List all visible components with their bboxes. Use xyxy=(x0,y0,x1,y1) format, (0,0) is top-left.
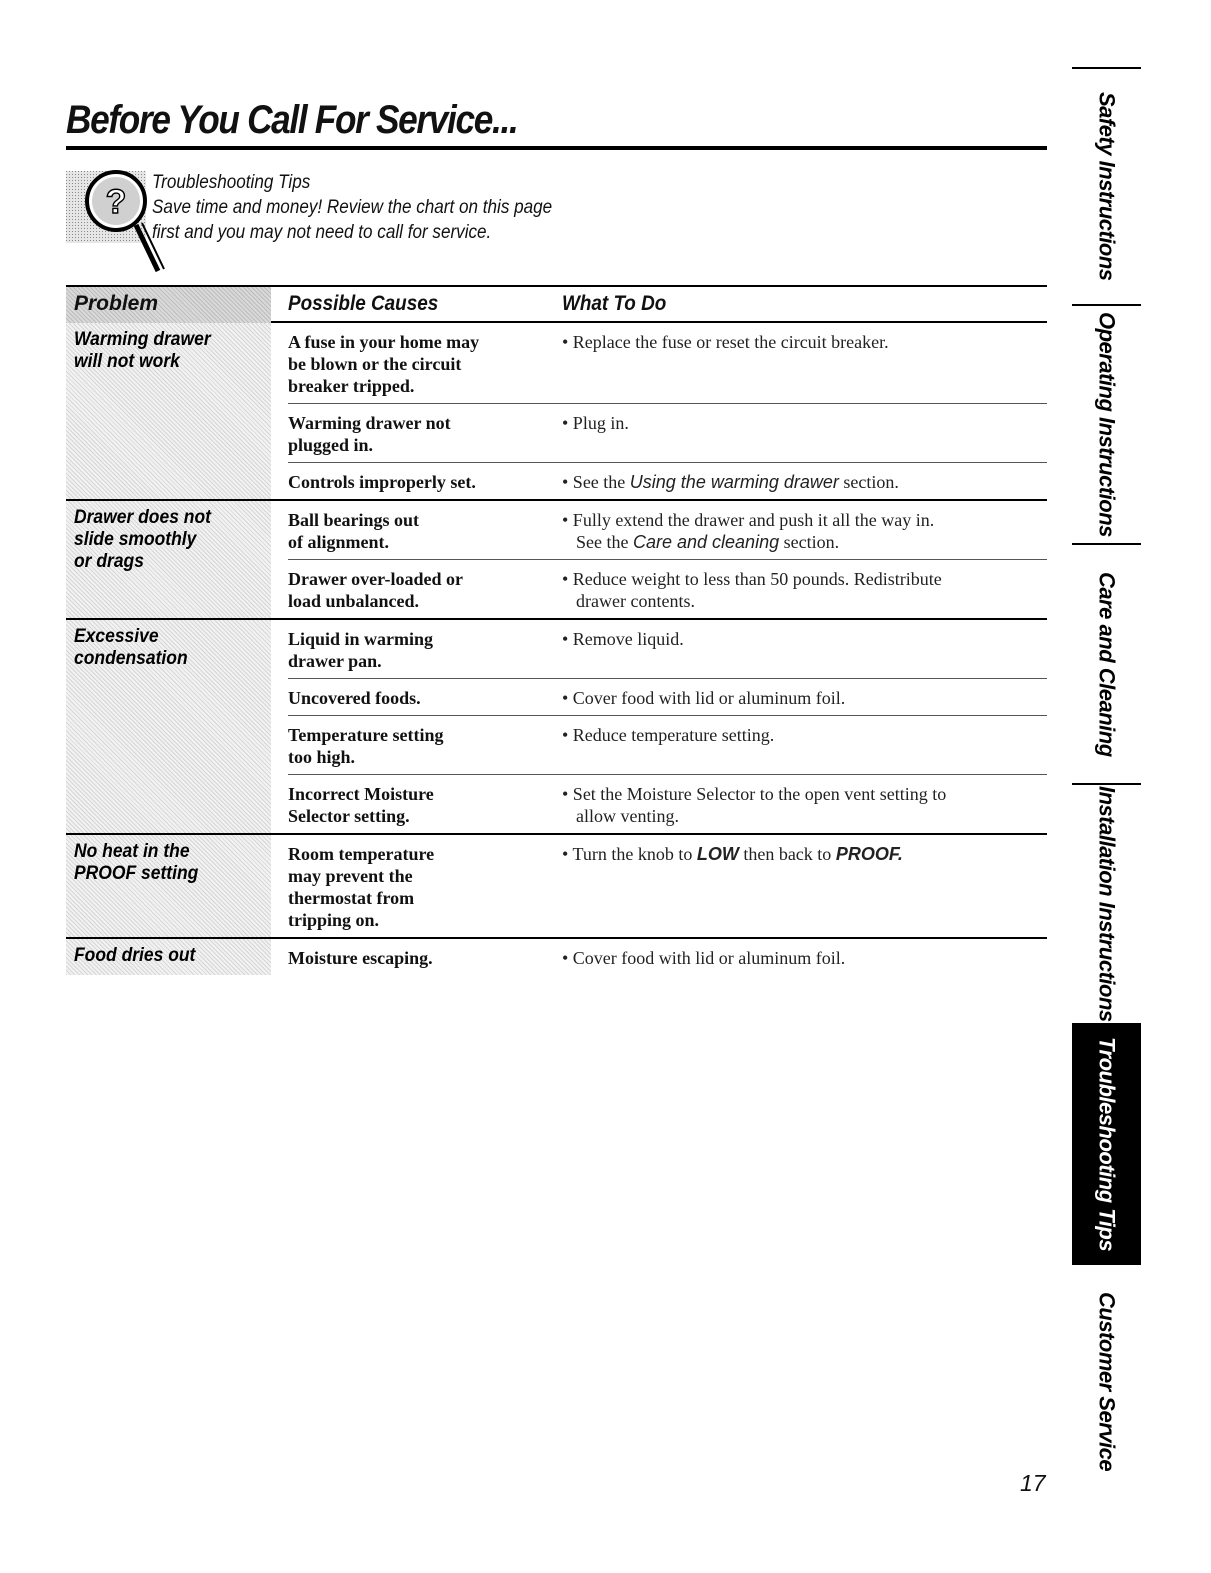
problem-label xyxy=(74,945,195,967)
table-row xyxy=(288,323,1047,403)
todo-text: drawer contents. xyxy=(576,591,695,611)
tab-operating-instructions[interactable] xyxy=(1072,304,1141,543)
problem-group xyxy=(66,939,1047,975)
todo-text: • Reduce temperature setting. xyxy=(562,725,775,745)
cause-text: load unbalanced. xyxy=(288,591,420,611)
table-row xyxy=(288,774,1047,833)
problem-group xyxy=(66,620,1047,835)
possible-cause xyxy=(288,509,562,553)
table-row xyxy=(288,462,1047,499)
problem-text: Drawer does not xyxy=(74,507,211,528)
tab-label: Care and Cleaning xyxy=(1094,571,1120,757)
troubleshooting-table xyxy=(66,285,1047,975)
cause-text: too high. xyxy=(288,747,356,767)
problem-group xyxy=(66,323,1047,501)
tab-label: Troubleshooting Tips xyxy=(1094,1036,1120,1252)
problem-label xyxy=(74,507,211,573)
header-possible-causes: Possible Causes xyxy=(288,292,439,315)
todo-text: • Remove liquid. xyxy=(562,629,684,649)
problem-cell xyxy=(66,835,271,937)
what-to-do xyxy=(562,687,1047,709)
tab-care-and-cleaning[interactable] xyxy=(1072,543,1141,783)
tab-label: Operating Instructions xyxy=(1094,312,1120,537)
todo-text: • Plug in. xyxy=(562,413,629,433)
problem-label xyxy=(74,841,198,885)
problem-cell xyxy=(66,501,271,618)
todo-text: See the Care and cleaning section. xyxy=(576,532,840,552)
header-problem: Problem xyxy=(66,287,271,323)
cause-text: Incorrect Moisture xyxy=(288,784,434,804)
possible-cause xyxy=(288,471,562,493)
todo-text: • Set the Moisture Selector to the open vent setting to xyxy=(562,784,947,804)
tab-label: Safety Instructions xyxy=(1094,92,1120,281)
table-row xyxy=(288,620,1047,678)
cause-text: thermostat from xyxy=(288,888,415,908)
possible-cause xyxy=(288,568,562,612)
cause-text: Moisture escaping. xyxy=(288,948,433,968)
possible-cause xyxy=(288,783,562,827)
what-to-do xyxy=(562,628,1047,672)
troubleshooting-tips xyxy=(152,170,552,245)
todo-text: • Cover food with lid or aluminum foil. xyxy=(562,688,846,708)
problem-text: condensation xyxy=(74,648,188,669)
cause-text: Uncovered foods. xyxy=(288,688,421,708)
what-to-do xyxy=(562,509,1047,553)
table-row xyxy=(288,403,1047,462)
cause-text: tripping on. xyxy=(288,910,380,930)
tab-installation-instructions[interactable] xyxy=(1072,783,1141,1023)
setting-low: LOW xyxy=(696,844,739,864)
possible-cause xyxy=(288,947,562,969)
problem-text: slide smoothly xyxy=(74,529,197,550)
problem-text: Food dries out xyxy=(74,945,196,966)
table-row xyxy=(288,559,1047,618)
cause-text: A fuse in your home may xyxy=(288,332,480,352)
problem-cell xyxy=(66,620,271,833)
possible-cause xyxy=(288,628,562,672)
cause-text: Ball bearings out xyxy=(288,510,420,530)
possible-cause xyxy=(288,331,562,397)
table-row xyxy=(288,939,1047,975)
cause-text: Selector setting. xyxy=(288,806,410,826)
todo-text: • Cover food with lid or aluminum foil. xyxy=(562,948,846,968)
what-to-do xyxy=(562,471,1047,493)
cause-text: Liquid in warming xyxy=(288,629,434,649)
page-title: Before You Call For Service... xyxy=(66,98,518,142)
cause-text: breaker tripped. xyxy=(288,376,415,396)
possible-cause xyxy=(288,412,562,456)
table-row xyxy=(288,715,1047,774)
problem-text: or drags xyxy=(74,551,144,572)
tab-customer-service[interactable] xyxy=(1072,1263,1141,1499)
tips-heading: Troubleshooting Tips xyxy=(152,172,311,193)
what-to-do xyxy=(562,568,1047,612)
setting-proof: PROOF. xyxy=(835,844,903,864)
todo-text: • Reduce weight to less than 50 pounds. Redistribute xyxy=(562,569,942,589)
cause-text: may prevent the xyxy=(288,866,413,886)
todo-text: • Fully extend the drawer and push it all the way in. xyxy=(562,510,935,530)
cause-text: be blown or the circuit xyxy=(288,354,462,374)
section-reference: Care and cleaning xyxy=(632,532,780,552)
problem-group xyxy=(66,501,1047,620)
problem-cell xyxy=(66,939,271,975)
table-row xyxy=(288,678,1047,715)
problem-group xyxy=(66,835,1047,939)
possible-cause xyxy=(288,843,562,931)
cause-text: Room temperature xyxy=(288,844,435,864)
tips-line: Save time and money! Review the chart on this page xyxy=(152,197,553,218)
possible-cause xyxy=(288,687,562,709)
problem-text: PROOF setting xyxy=(74,863,199,884)
todo-text: • See the Using the warming drawer section. xyxy=(562,472,899,492)
what-to-do xyxy=(562,947,1047,969)
svg-text:?: ? xyxy=(105,183,127,221)
what-to-do xyxy=(562,331,1047,397)
todo-text: • Replace the fuse or reset the circuit breaker. xyxy=(562,332,889,352)
problem-text: Excessive xyxy=(74,626,159,647)
cause-text: Temperature setting xyxy=(288,725,444,745)
cause-text: of alignment. xyxy=(288,532,389,552)
possible-cause xyxy=(288,724,562,768)
what-to-do xyxy=(562,783,1047,827)
table-header xyxy=(66,285,1047,323)
problem-label xyxy=(74,626,188,670)
table-row xyxy=(288,835,1047,937)
page-number: 17 xyxy=(1020,1470,1046,1496)
title-rule xyxy=(66,146,1047,150)
header-what-to-do: What To Do xyxy=(562,292,667,315)
tab-troubleshooting-tips[interactable] xyxy=(1072,1023,1141,1263)
problem-cell xyxy=(66,323,271,499)
what-to-do xyxy=(562,843,1047,931)
tab-label: Installation Instructions xyxy=(1094,786,1120,1022)
table-row xyxy=(288,501,1047,559)
cause-text: drawer pan. xyxy=(288,651,382,671)
cause-text: Warming drawer not xyxy=(288,413,451,433)
cause-text: Drawer over-loaded or xyxy=(288,569,463,589)
section-reference: Using the warming drawer xyxy=(629,472,839,492)
todo-text: allow venting. xyxy=(576,806,679,826)
problem-label xyxy=(74,329,211,373)
tab-safety-instructions[interactable] xyxy=(1072,69,1141,304)
what-to-do xyxy=(562,412,1047,456)
todo-text: • Turn the knob to LOW then back to PROOF. xyxy=(562,844,903,864)
cause-text: plugged in. xyxy=(288,435,374,455)
problem-text: No heat in the xyxy=(74,841,190,862)
tab-label: Customer Service xyxy=(1094,1292,1120,1472)
cause-text: Controls improperly set. xyxy=(288,472,476,492)
problem-text: Warming drawer xyxy=(74,329,211,350)
what-to-do xyxy=(562,724,1047,768)
tips-line: first and you may not need to call for service. xyxy=(152,222,492,243)
problem-text: will not work xyxy=(74,351,180,372)
